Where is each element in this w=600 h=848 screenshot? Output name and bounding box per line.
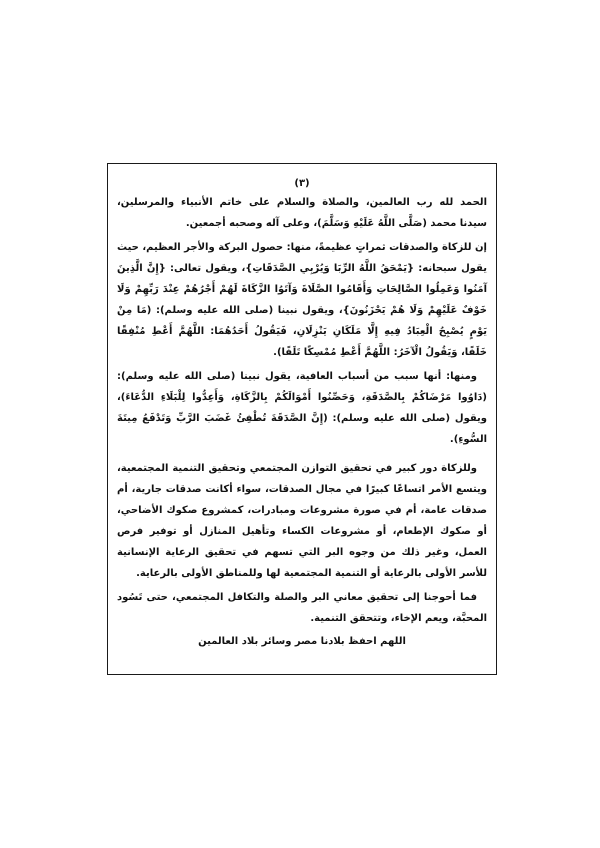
solidarity-paragraph: فما أحوجنا إلى تحقيق معاني البر والصلة والتكافل المجتمعي، حتى تَسُود المحبَّة، ويعم الإخاء، وتتحقق التنمية.	[117, 592, 487, 624]
zakat-blessings-paragraph: إن للزكاة والصدقات ثمراتٍ عظيمةً، منها: حصول البركة والأجر العظيم، حيث يقول سبحانه: {يَمْحَقُ اللَّهُ الرِّبَا وَيُرْبِي الصَّدَقَاتِ}، ويقول تعالى: {إِنَّ الَّذِينَ آمَنُوا وَعَمِلُوا الصَّالِحَاتِ وَأَقَامُوا الصَّلَاةَ وَآتَوُا الزَّكَاةَ لَهُمْ أَجْرُهُمْ عِنْدَ رَبِّهِمْ وَلَا خَوْفٌ عَلَيْهِمْ وَلَا هُمْ يَحْزَنُونَ}، ويقول نبينا (صلى الله عليه وسلم): (مَا مِنْ يَوْمٍ يُصْبِحُ الْعِبَادُ فِيهِ إِلَّا مَلَكَانِ يَنْزِلَانِ، فَيَقُولُ أَحَدُهُمَا: اللَّهُمَّ أَعْطِ مُنْفِقًا خَلَفًا، وَيَقُولُ الْآخَرُ: اللَّهُمَّ أَعْطِ مُمْسِكًا تَلَفًا).	[117, 242, 487, 358]
closing-prayer: اللهم احفظ بلادنا مصر وسائر بلاد العالمين	[198, 636, 406, 647]
page-number: (٣)	[294, 178, 310, 189]
page-frame	[107, 163, 497, 675]
social-development-paragraph: وللزكاة دور كبير في تحقيق التوازن المجتمعي وتحقيق التنمية المجتمعية، ويتسع الأمر اتساعًا كبيرًا في مجال الصدقات، سواء أكانت صدقات جارية، أم صدقات عامة، أم في صورة مشروعات ومبادرات، كمشروع صكوك الأضاحي، أو صكوك الإطعام، أو مشروعات الكساء وتأهيل المنازل أو توفير فرص العمل، وغير ذلك من وجوه البر التي تسهم في تحقيق الرعاية الإنسانية للأسر الأولى بالرعاية أو التنمية المجتمعية لها وللمناطق الأولى بالرعاية.	[117, 463, 487, 579]
wellness-paragraph: ومنها: أنها سبب من أسباب العافية، يقول نبينا (صلى الله عليه وسلم): (دَاوُوا مَرْضَاكُمْ بِالصَّدَقَةِ، وَحَصِّنُوا أَمْوَالَكُمْ بِالزَّكَاةِ، وَأَعِدُّوا لِلْبَلَاءِ الدُّعَاءَ)، ويقول (صلى الله عليه وسلم): (إِنَّ الصَّدَقَةَ تُطْفِئُ غَضَبَ الرَّبِّ وَتَدْفَعُ مِيتَةَ السُّوءِ).	[117, 371, 487, 445]
opening-paragraph: الحمد لله رب العالمين، والصلاة والسلام على خاتم الأنبياء والمرسلين، سيدنا محمد (صَلَّى اللَّهُ عَلَيْهِ وَسَلَّمَ)، وعلى آله وصحبه أجمعين.	[117, 197, 487, 229]
